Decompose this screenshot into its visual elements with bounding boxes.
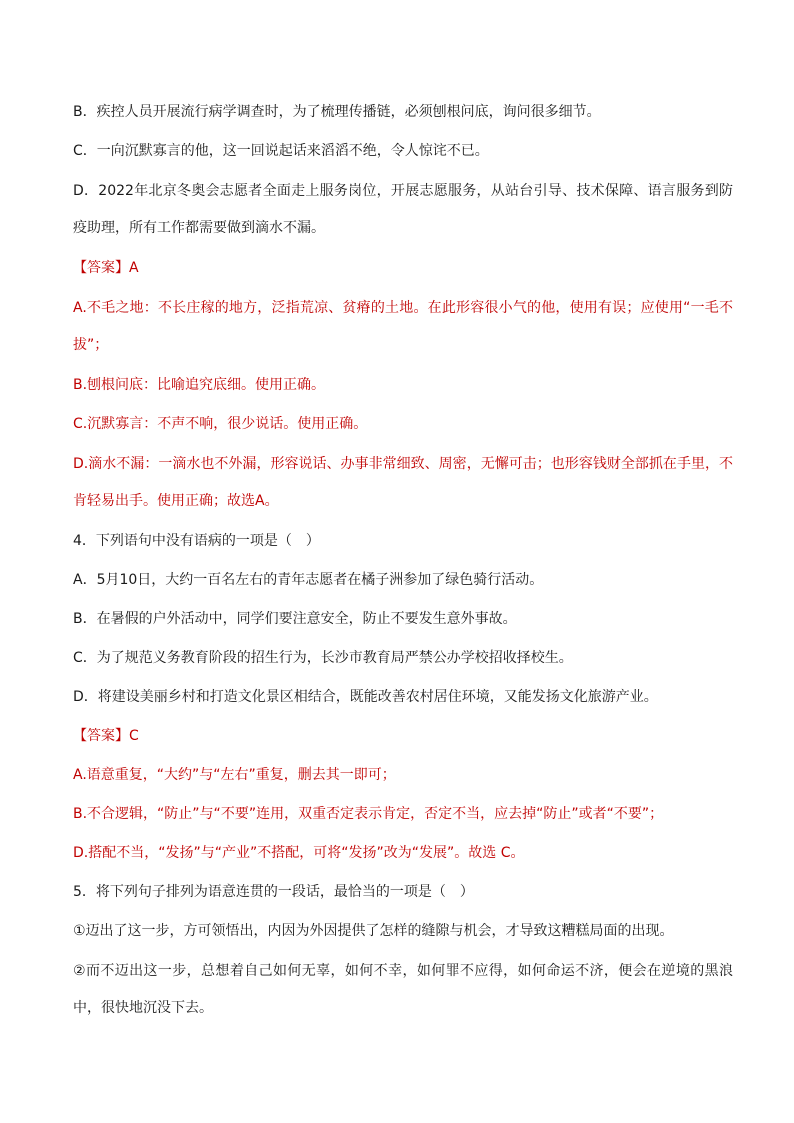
q3-option-d: D．2022年北京冬奥会志愿者全面走上服务岗位，开展志愿服务，从站台引导、技术保障、语言服务到防疫助理，所有工作都需要做到滴水不漏。 (73, 183, 733, 236)
q4-explanation-b: B.不合逻辑，“防止”与“不要”连用，双重否定表示肯定，否定不当，应去掉“防止”或者“不要”； (73, 806, 664, 822)
q3-explanation-d: D.滴水不漏：一滴水也不外漏，形容说话、办事非常细致、周密，无懈可击；也形容钱财全部抓在手里，不肯轻易出手。使用正确；故选A。 (73, 456, 733, 509)
q5-sentence-2: ②而不迈出这一步，总想着自己如何无辜，如何不幸，如何罪不应得，如何命运不济，便会在逆境的黑浪中，很快地沉没下去。 (73, 963, 733, 1016)
q3-option-b: B．疾控人员开展流行病学调查时，为了梳理传播链，必须刨根问底，询问很多细节。 (73, 104, 601, 120)
q4-answer (73, 725, 733, 747)
q4-stem: 4．下列语句中没有语病的一项是（ ） (73, 533, 320, 549)
q3-explanation-a: A.不毛之地：不长庄稼的地方，泛指荒凉、贫瘠的土地。在此形容很小气的他，使用有误；应使用“一毛不拔”； (73, 300, 733, 353)
q3-explanation-b: B.刨根问底：比喻追究底细。使用正确。 (73, 377, 326, 393)
q4-explanation-d: D.搭配不当，“发扬”与“产业”不搭配，可将“发扬”改为“发展”。故选 C。 (73, 845, 525, 861)
q3-answer (73, 257, 733, 279)
q3-option-c: C．一向沉默寡言的他，这一回说起话来滔滔不绝，令人惊诧不已。 (73, 143, 489, 159)
document-body (73, 101, 733, 1037)
answer-value: C (129, 728, 139, 744)
answer-tag: 【答案】 (73, 728, 129, 744)
answer-tag: 【答案】 (73, 260, 129, 276)
answer-value: A (129, 260, 139, 276)
q5-sentence-1: ①迈出了这一步，方可领悟出，内因为外因提供了怎样的缝隙与机会，才导致这糟糕局面的出现。 (73, 923, 674, 939)
q5-stem: 5．将下列句子排列为语意连贯的一段话，最恰当的一项是（ ） (73, 884, 474, 900)
q4-explanation-a: A.语意重复，“大约”与“左右”重复，删去其一即可； (73, 767, 396, 783)
q4-option-c: C．为了规范义务教育阶段的招生行为，长沙市教育局严禁公办学校招收择校生。 (73, 650, 573, 666)
q4-option-b: B．在暑假的户外活动中，同学们要注意安全，防止不要发生意外事故。 (73, 611, 517, 627)
q4-option-a: A．5月10日，大约一百名左右的青年志愿者在橘子洲参加了绿色骑行活动。 (73, 572, 544, 588)
q3-explanation-c: C.沉默寡言：不声不响，很少说话。使用正确。 (73, 416, 368, 432)
q4-option-d: D．将建设美丽乡村和打造文化景区相结合，既能改善农村居住环境，又能发扬文化旅游产业。 (73, 689, 658, 705)
